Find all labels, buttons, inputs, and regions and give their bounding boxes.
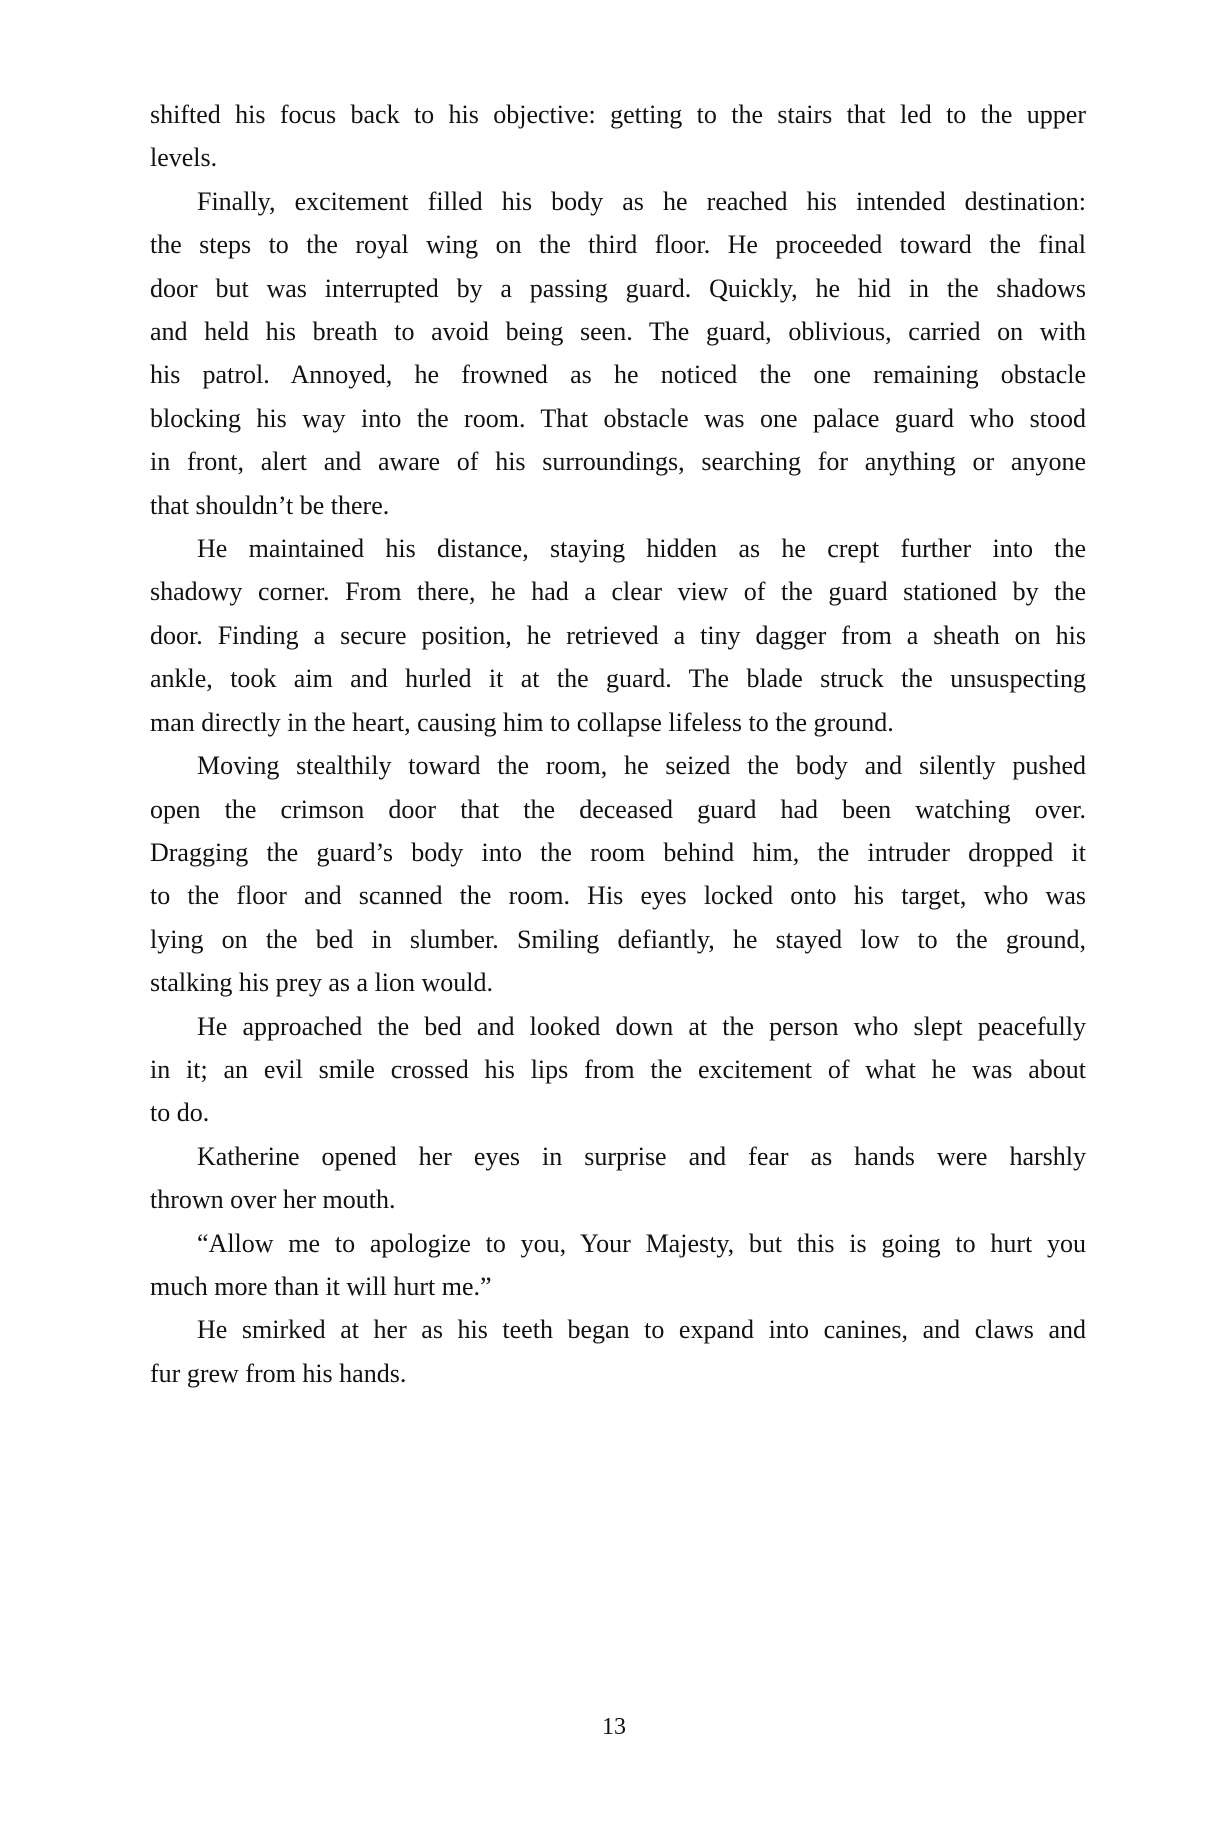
text-line: ankle, took aim and hurled it at the guard. The blade struck the unsuspecting (150, 664, 1086, 694)
paragraph (150, 1308, 1086, 1395)
text-line: door but was interrupted by a passing guard. Quickly, he hid in the shadows (150, 273, 1086, 303)
text-line: in front, alert and aware of his surroundings, searching for anything or anyone (150, 447, 1086, 477)
text-line: He maintained his distance, staying hidden as he crept further into the (197, 534, 1086, 564)
text-line: He smirked at her as his teeth began to expand into canines, and claws and (197, 1315, 1086, 1345)
paragraph (150, 93, 1086, 180)
page-number: 13 (602, 1714, 626, 1740)
text-line: shifted his focus back to his objective: getting to the stairs that led to the upper (150, 100, 1086, 129)
text-line: levels. (150, 143, 218, 173)
body-text (150, 93, 1086, 1395)
text-line: blocking his way into the room. That obstacle was one palace guard who stood (150, 403, 1086, 433)
paragraph (150, 1135, 1086, 1222)
paragraph (150, 1222, 1086, 1309)
text-line: Finally, excitement filled his body as he reached his intended destination: (197, 186, 1086, 216)
text-line: his patrol. Annoyed, he frowned as he noticed the one remaining obstacle (150, 360, 1086, 390)
paragraph (150, 180, 1086, 527)
text-line: door. Finding a secure position, he retrieved a tiny dagger from a sheath on his (150, 620, 1086, 650)
text-line: Katherine opened her eyes in surprise and fear as hands were harshly (197, 1141, 1086, 1171)
text-line: He approached the bed and looked down at the person who slept peacefully (197, 1011, 1086, 1041)
paragraph (150, 527, 1086, 744)
text-line: in it; an evil smile crossed his lips from the excitement of what he was about (150, 1054, 1086, 1084)
text-line: stalking his prey as a lion would. (150, 968, 494, 998)
text-line: open the crimson door that the deceased guard had been watching over. (150, 794, 1086, 824)
paragraph (150, 1005, 1086, 1135)
text-line: man directly in the heart, causing him to collapse lifeless to the ground. (150, 707, 894, 737)
text-line: the steps to the royal wing on the third floor. He proceeded toward the final (150, 230, 1086, 260)
text-line: to do. (150, 1098, 210, 1128)
text-line: thrown over her mouth. (150, 1185, 396, 1215)
paragraph (150, 744, 1086, 1004)
text-line: that shouldn’t be there. (150, 490, 390, 520)
text-line: Dragging the guard’s body into the room behind him, the intruder dropped it (150, 837, 1086, 867)
text-line: “Allow me to apologize to you, Your Majesty, but this is going to hurt you (197, 1228, 1086, 1258)
text-line: Moving stealthily toward the room, he seized the body and silently pushed (197, 751, 1086, 781)
text-line: fur grew from his hands. (150, 1358, 407, 1388)
text-line: and held his breath to avoid being seen. The guard, oblivious, carried on with (150, 317, 1086, 347)
text-line: to the floor and scanned the room. His eyes locked onto his target, who was (150, 881, 1086, 911)
text-line: much more than it will hurt me.” (150, 1271, 492, 1301)
text-line: lying on the bed in slumber. Smiling defiantly, he stayed low to the ground, (150, 924, 1086, 954)
text-line: shadowy corner. From there, he had a clear view of the guard stationed by the (150, 577, 1086, 607)
